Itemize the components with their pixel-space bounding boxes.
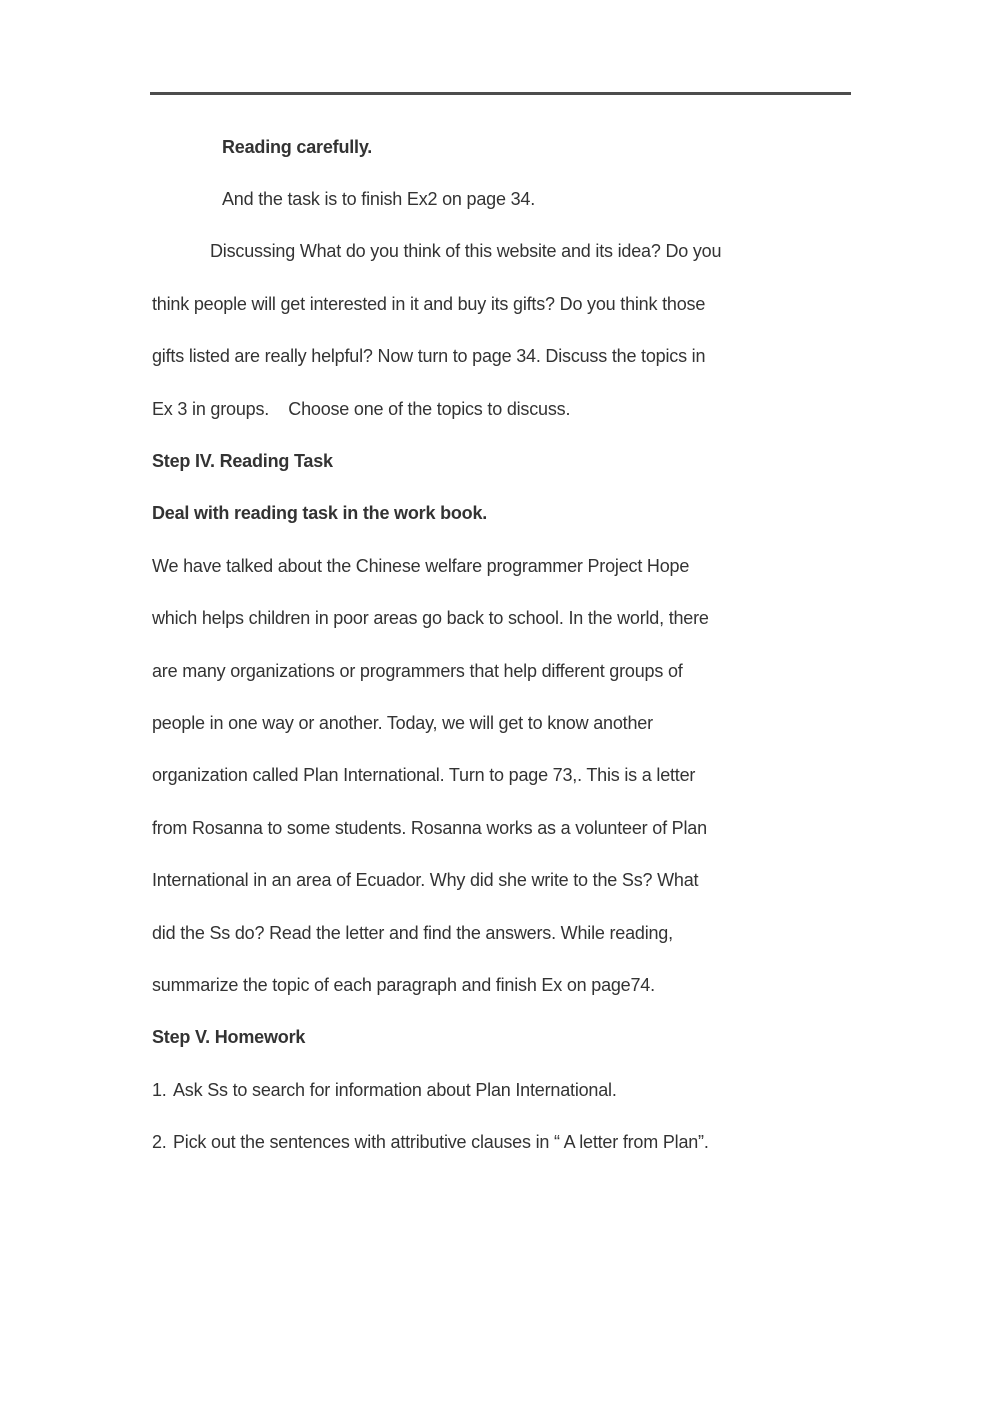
text-line <box>152 540 852 592</box>
text-line <box>152 435 852 487</box>
top-divider-rule <box>150 92 851 95</box>
line-text: Reading carefully. <box>222 136 373 157</box>
text-line <box>152 907 852 959</box>
line-text: gifts listed are really helpful? Now turn to page 34. Discuss the topics in <box>152 346 706 367</box>
text-line <box>152 959 852 1011</box>
line-text: people in one way or another. Today, we will get to know another <box>152 712 653 733</box>
text-line <box>152 750 852 802</box>
line-text: International in an area of Ecuador. Why did she write to the Ss? What <box>152 870 699 891</box>
text-line <box>152 1116 852 1168</box>
text-line <box>152 645 852 697</box>
text-line <box>152 173 852 225</box>
line-text: which helps children in poor areas go back to school. In the world, there <box>152 608 709 629</box>
line-text: Step IV. Reading Task <box>152 451 333 472</box>
text-line <box>152 854 852 906</box>
line-text: Ex 3 in groups. Choose one of the topics to discuss. <box>152 398 571 419</box>
line-text: from Rosanna to some students. Rosanna works as a volunteer of Plan <box>152 817 707 838</box>
line-text: did the Ss do? Read the letter and find the answers. While reading, <box>152 922 673 943</box>
text-line <box>152 802 852 854</box>
line-text: Pick out the sentences with attributive clauses in “ A letter from Plan”. <box>173 1132 709 1153</box>
text-line <box>152 226 852 278</box>
line-text: organization called Plan International. Turn to page 73,. This is a letter <box>152 765 696 786</box>
line-text: are many organizations or programmers that help different groups of <box>152 660 683 681</box>
text-line <box>152 488 852 540</box>
line-text: And the task is to finish Ex2 on page 34. <box>222 189 536 210</box>
text-line <box>152 331 852 383</box>
document-body <box>152 121 852 1169</box>
text-line <box>152 593 852 645</box>
text-line <box>152 1012 852 1064</box>
line-text: Deal with reading task in the work book. <box>152 503 488 524</box>
text-line <box>152 697 852 749</box>
line-text: think people will get interested in it and buy its gifts? Do you think those <box>152 293 706 314</box>
list-marker: 1. <box>152 1079 167 1100</box>
line-text: Discussing What do you think of this website and its idea? Do you <box>210 241 722 262</box>
line-text: Step V. Homework <box>152 1027 306 1048</box>
text-line <box>152 278 852 330</box>
line-text: Ask Ss to search for information about Plan International. <box>173 1079 617 1100</box>
list-marker: 2. <box>152 1132 167 1153</box>
line-text: summarize the topic of each paragraph and finish Ex on page74. <box>152 974 655 995</box>
text-line <box>152 383 852 435</box>
line-text: We have talked about the Chinese welfare programmer Project Hope <box>152 555 690 576</box>
text-line <box>152 1064 852 1116</box>
text-line <box>152 121 852 173</box>
